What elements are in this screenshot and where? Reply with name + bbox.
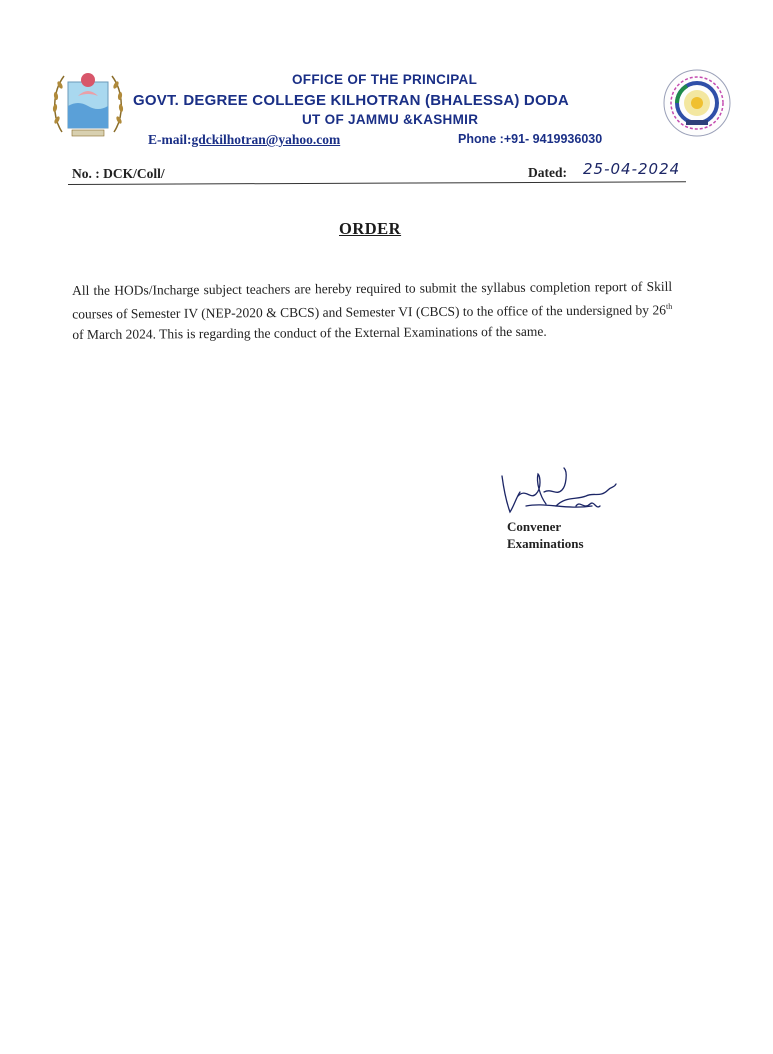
- order-body-sup: th: [665, 301, 673, 311]
- jk-emblem-logo: [48, 62, 128, 147]
- office-title: OFFICE OF THE PRINCIPAL: [292, 72, 478, 87]
- ut-name: UT OF JAMMU &KASHMIR: [302, 112, 479, 127]
- college-circular-logo: [662, 68, 732, 143]
- order-body-part2: of March 2024. This is regarding the conduct of the External Examinations of the same.: [72, 323, 547, 342]
- email-label: E-mail:: [148, 132, 192, 147]
- signatory-title: [507, 518, 584, 552]
- reference-number: No. : DCK/Coll/: [72, 166, 165, 181]
- dated-label: Dated:: [528, 165, 567, 180]
- email-address: gdckilhotran@yahoo.com: [191, 132, 341, 147]
- dated-value-handwritten: 25-04-2024: [583, 160, 681, 178]
- order-body: [72, 277, 672, 345]
- phone-number: Phone :+91- 9419936030: [458, 132, 603, 146]
- college-name: GOVT. DEGREE COLLEGE KILHOTRAN (BHALESSA) DODA: [133, 92, 569, 109]
- email-line: [148, 132, 340, 148]
- order-heading: ORDER: [339, 219, 402, 238]
- signatory-line-1: Convener: [507, 519, 562, 534]
- signatory-line-2: Examinations: [507, 536, 584, 551]
- order-body-part1: All the HODs/Incharge subject teachers are hereby required to submit the syllabus completion report of Skill courses of Semester IV (NEP-2020 & CBCS) and Semester VI (CBCS) to the office of the undersigned by 26: [72, 278, 673, 322]
